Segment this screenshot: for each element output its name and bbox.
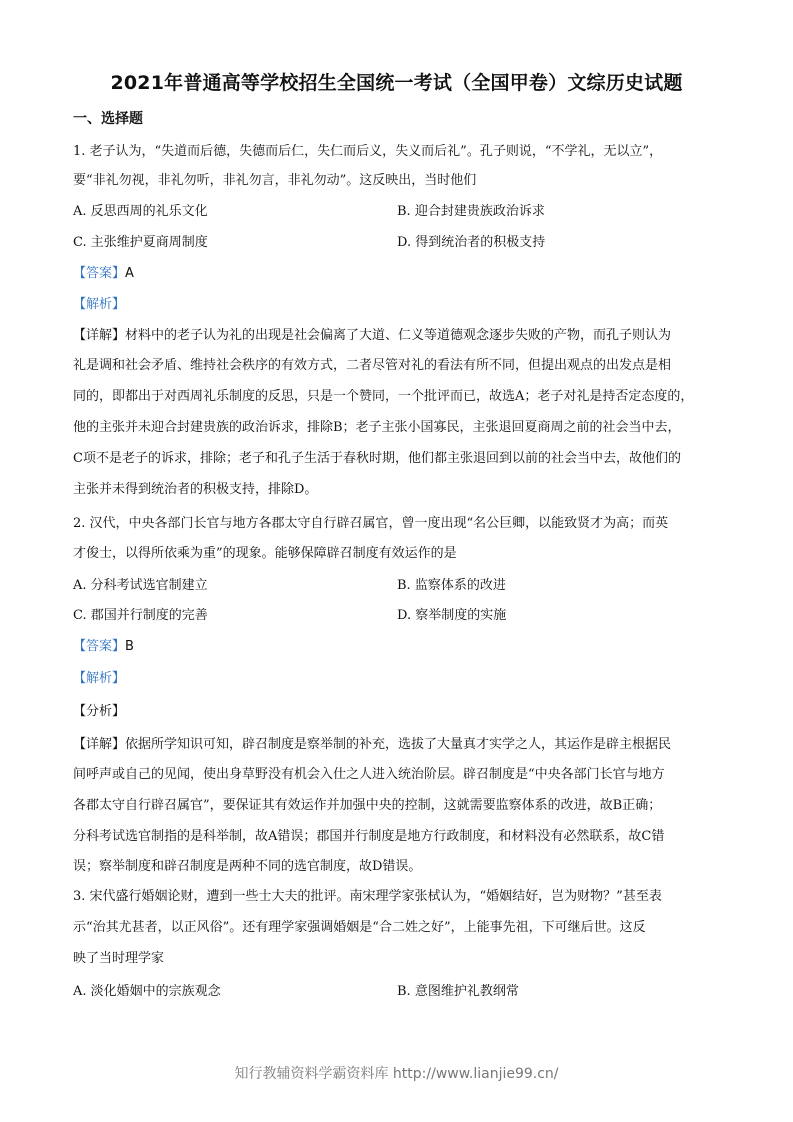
- q1-option-a: A. 反思西周的礼乐文化: [73, 204, 208, 219]
- q3-stem-line-3: 映了当时理学家: [73, 951, 165, 966]
- q1-option-c: C. 主张维护夏商周制度: [73, 235, 208, 250]
- q1-detail-line-2: 礼是调和社会矛盾、维持社会秩序的有效方式，二者尽管对礼的看法有所不同，但提出观点的出发点是相: [73, 358, 672, 373]
- q1-option-b: B. 迎合封建贵族政治诉求: [397, 204, 545, 219]
- q2-detail-line-4: 分科考试选官制指的是科举制，故A错误；郡国并行制度是地方行政制度，和材料没有必然联系，故C错: [73, 829, 665, 844]
- q1-detail-line-5: C项不是老子的诉求，排除；老子和孔子生活于春秋时期，他们都主张退回到以前的社会当中去，故他们的: [73, 451, 681, 466]
- q1-stem-line-2: 要“非礼勿视，非礼勿听，非礼勿言，非礼勿动”。这反映出，当时他们: [73, 173, 477, 188]
- q3-option-b: B. 意图维护礼教纲常: [397, 984, 519, 999]
- q1-analysis-label: 【解析】: [73, 297, 126, 312]
- q2-answer-label: 【答案】: [73, 639, 126, 654]
- q1-option-d: D. 得到统治者的积极支持: [397, 235, 546, 250]
- q1-detail-line-3: 同的，即都出于对西周礼乐制度的反思，只是一个赞同，一个批评而已，故选A；老子对礼是持否定态度的，: [73, 389, 694, 404]
- q2-answer-value: B: [125, 639, 134, 654]
- q1-answer-row: [73, 265, 723, 283]
- q2-option-d: D. 察举制度的实施: [397, 608, 507, 623]
- section-heading: 一、选择题: [73, 111, 143, 127]
- q1-answer-label: 【答案】: [73, 266, 126, 281]
- q1-detail-line-4: 他的主张并未迎合封建贵族的政治诉求，排除B；老子主张小国寡民，主张退回夏商周之前的社会当中去，: [73, 420, 681, 435]
- q1-detail-line-6: 主张并未得到统治者的积极支持，排除D。: [73, 482, 318, 497]
- q2-detail-line-3: 各郡太守自行辟召属官”，要保证其有效运作并加强中央的控制，这就需要监察体系的改进，故B正确；: [73, 798, 662, 813]
- q2-fenxi-label: 【分析】: [73, 704, 126, 719]
- q2-detail-line-1: 【详解】依据所学知识可知，辟召制度是察举制的补充，选拔了大量真才实学之人，其运作是辟主根据民: [73, 737, 672, 752]
- q2-option-c: C. 郡国并行制度的完善: [73, 608, 208, 623]
- q1-detail-line-1: 【详解】材料中的老子认为礼的出现是社会偏离了大道、仁义等道德观念逐步失败的产物，而孔子则认为: [73, 328, 672, 343]
- q2-stem-line-1: 2. 汉代，中央各部门长官与地方各郡太守自行辟召属官，曾一度出现“名公巨卿，以能致贤才为高；而英: [73, 516, 669, 531]
- q2-analysis-label: 【解析】: [73, 671, 126, 686]
- q2-detail-line-5: 误；察举制度和辟召制度是两种不同的选官制度，故D错误。: [73, 859, 422, 874]
- footer-watermark: 知行教辅资料学霸资料库 http://www.lianjie99.cn/: [234, 1066, 559, 1082]
- q1-answer-value: A: [125, 266, 134, 281]
- q2-option-a: A. 分科考试选官制建立: [73, 578, 208, 593]
- q3-option-a: A. 淡化婚姻中的宗族观念: [73, 984, 221, 999]
- q2-detail-line-2: 间呼声或自己的见闻，使出身草野没有机会入仕之人进入统治阶层。辟召制度是“中央各部门长官与地方: [73, 767, 665, 782]
- page-title: 2021年普通高等学校招生全国统一考试（全国甲卷）文综历史试题: [110, 72, 683, 94]
- q3-stem-line-1: 3. 宋代盛行婚姻论财，遭到一些士大夫的批评。南宋理学家张栻认为，“婚姻结好，岂为财物？”甚至表: [73, 889, 662, 904]
- q2-option-b: B. 监察体系的改进: [397, 578, 506, 593]
- q1-stem-line-1: 1. 老子认为，“失道而后德，失德而后仁，失仁而后义，失义而后礼”。孔子则说，“不学礼，无以立”，: [73, 144, 663, 159]
- q3-stem-line-2: 示“治其尤甚者，以正风俗”。还有理学家强调婚姻是“合二姓之好”，上能事先祖，下可继后世。这反: [73, 920, 646, 935]
- q2-answer-row: [73, 638, 723, 656]
- q2-stem-line-2: 才俊士，以得所依乘为重”的现象。能够保障辟召制度有效运作的是: [73, 546, 457, 561]
